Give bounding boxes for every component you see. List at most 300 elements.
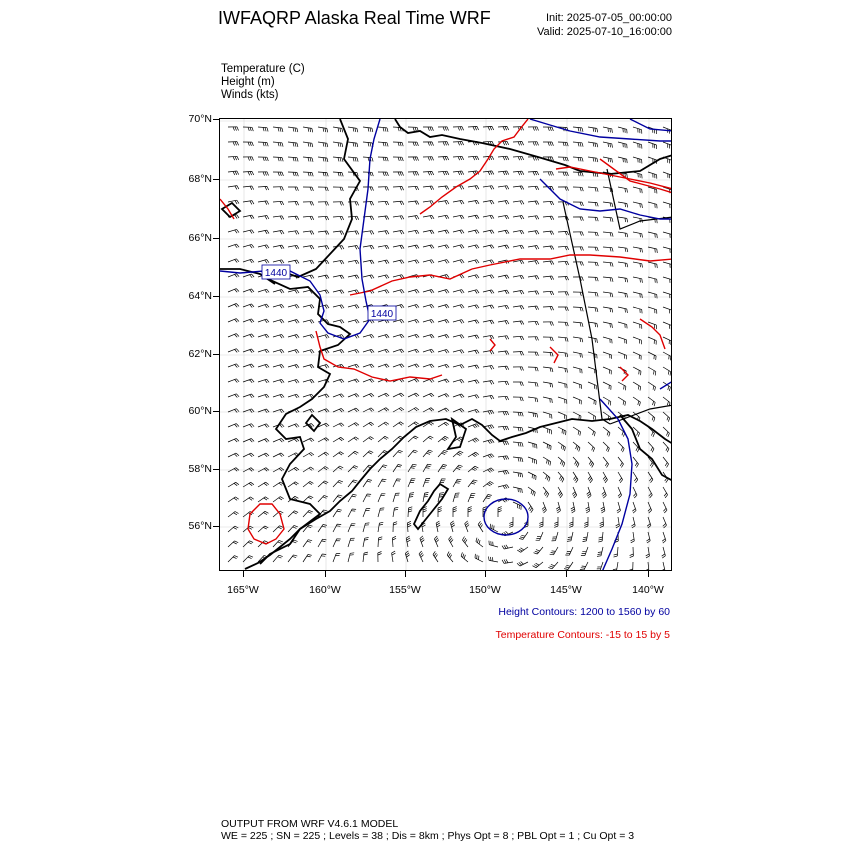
wind-barb (633, 487, 637, 498)
init-time: Init: 2025-07-05_00:00:00 (546, 12, 672, 24)
wind-barb (633, 232, 643, 238)
wind-barb (378, 334, 389, 338)
wind-barb (303, 142, 313, 147)
wind-barb (603, 367, 611, 374)
wind-barb (273, 334, 284, 338)
wind-barb (408, 408, 419, 413)
wind-barb (228, 186, 239, 190)
wind-barb (333, 554, 340, 562)
wind-barb (393, 422, 404, 427)
wind-barb (588, 307, 598, 312)
wind-barb (552, 532, 559, 541)
wind-barb (543, 172, 554, 176)
wind-barb (258, 260, 269, 264)
wind-barb (228, 156, 239, 160)
wind-barb (438, 436, 449, 442)
wind-barb (393, 450, 403, 457)
wind-barb (528, 472, 536, 480)
wind-barb (408, 450, 418, 457)
wind-barb (633, 157, 642, 164)
wind-barb (453, 230, 464, 234)
wind-barb (453, 200, 464, 204)
wind-barb (393, 364, 404, 368)
wind-barb (468, 290, 479, 294)
wind-barb (288, 157, 298, 162)
wind-barb (602, 487, 607, 498)
wind-barb (348, 246, 359, 250)
wind-barb (288, 127, 298, 132)
footer-model: OUTPUT FROM WRF V4.6.1 MODEL (221, 818, 399, 830)
wind-barb (453, 379, 464, 383)
wind-barb (408, 479, 415, 487)
wind-barb (423, 436, 433, 442)
wind-barb (273, 349, 284, 353)
wind-barb (273, 142, 283, 147)
wind-barb (633, 367, 641, 375)
wind-barb (618, 127, 627, 133)
wind-barb (303, 187, 313, 191)
wind-barb (318, 539, 326, 547)
wind-barb (447, 552, 453, 562)
wind-barb (393, 172, 404, 176)
footer-config: WE = 225 ; SN = 225 ; Levels = 38 ; Dis = 8km ; Phys Opt = 8 ; PBL Opt = 1 ; Cu Opt = 3 (221, 830, 635, 842)
wind-barb (303, 438, 314, 442)
wind-barb (539, 517, 543, 527)
wind-barb (348, 231, 359, 235)
wind-barb (258, 216, 269, 220)
wind-barb (273, 187, 284, 191)
wind-barb (393, 465, 402, 473)
wind-barb (333, 437, 344, 442)
wind-barb (483, 395, 494, 399)
wind-barb (513, 171, 524, 175)
wind-barb (468, 200, 479, 204)
wind-barb (573, 262, 584, 266)
wind-barb (378, 408, 389, 412)
wind-barb (468, 480, 477, 487)
wind-barb (498, 290, 509, 294)
wind-barb (583, 532, 589, 542)
wind-barb (419, 551, 424, 562)
wind-barb (228, 364, 239, 368)
wind-barb (333, 216, 344, 220)
wind-barb (573, 397, 581, 404)
wind-barb (550, 547, 558, 555)
wind-barb (273, 555, 283, 562)
wind-barb (363, 275, 374, 279)
wind-barb (617, 502, 621, 513)
wind-barb (378, 393, 389, 397)
wind-barb (646, 532, 650, 543)
wind-barb (629, 562, 633, 571)
wind-barb (363, 172, 373, 176)
wind-barb (333, 539, 341, 547)
wind-barb (468, 186, 479, 190)
lon-label-140: 140°W (632, 584, 664, 596)
wind-barb (513, 367, 524, 371)
wind-barb (483, 482, 494, 488)
wind-barb (534, 547, 544, 554)
wind-barb (588, 412, 596, 421)
wind-barb (633, 382, 641, 391)
wind-barb (633, 247, 643, 253)
wind-barb (438, 142, 449, 146)
wind-barb (633, 187, 642, 193)
wind-barb (333, 480, 343, 487)
wind-barb (502, 545, 513, 549)
wind-barb (528, 276, 539, 280)
wind-barb (273, 245, 284, 249)
wind-barb (618, 217, 628, 222)
wind-barb (513, 487, 522, 493)
wind-barb (543, 382, 553, 387)
wind-barb (573, 217, 583, 221)
wind-barb (543, 291, 554, 295)
wind-barb (273, 260, 284, 264)
wind-barb (348, 305, 359, 309)
wind-barb (273, 497, 284, 502)
wind-barb (393, 479, 401, 487)
wind-barb (498, 351, 509, 355)
wind-barb (465, 521, 469, 532)
wind-barb (528, 246, 539, 250)
wind-barb (243, 274, 254, 278)
wind-barb (633, 322, 642, 329)
height-contours (220, 119, 672, 571)
wind-barb (498, 470, 509, 474)
wind-barb (333, 305, 344, 309)
wind-barb (513, 397, 523, 401)
wind-barb (588, 217, 598, 221)
wind-barb (645, 562, 649, 571)
wind-barb (258, 230, 269, 234)
lon-label-165: 165°W (227, 584, 259, 596)
wind-barb (513, 142, 524, 146)
wind-barb (393, 245, 404, 249)
wind-barb (228, 334, 239, 338)
wind-barb (333, 452, 344, 457)
wind-barb (453, 507, 457, 517)
wind-barb (536, 532, 543, 540)
wind-barb (498, 156, 509, 160)
wind-barb (288, 305, 299, 309)
wind-barb (528, 201, 539, 205)
wind-barb (303, 540, 312, 547)
wind-barb (378, 494, 385, 502)
wind-barb (303, 510, 313, 517)
wind-barb (483, 230, 494, 234)
wind-barb (558, 457, 565, 467)
wind-barb (543, 216, 554, 220)
wind-barb (603, 202, 613, 207)
wind-barb (573, 457, 579, 467)
wind-barb (363, 552, 368, 562)
wind-barb (303, 496, 313, 502)
wind-barb (348, 524, 355, 532)
wind-barb (273, 319, 284, 323)
wind-barb (438, 290, 449, 294)
wind-barb (318, 452, 329, 457)
wind-barb (453, 127, 464, 131)
wind-barb (603, 142, 613, 148)
wind-barb (478, 521, 483, 532)
wind-barb (513, 382, 523, 386)
wind-barb (663, 352, 671, 360)
wind-barb (423, 319, 434, 323)
wind-barb (483, 350, 494, 354)
wind-barb (588, 232, 598, 236)
wind-barb (408, 379, 419, 383)
wind-barb (588, 472, 593, 483)
wind-barb (423, 215, 434, 219)
wind-barb (468, 452, 479, 457)
wind-barb (618, 202, 628, 207)
wind-barb (565, 547, 573, 555)
wind-barb (564, 562, 573, 570)
wind-barb (468, 320, 479, 324)
wind-barb (433, 551, 438, 562)
wind-barb (333, 394, 344, 398)
wind-barb (423, 127, 433, 131)
wind-barb (633, 127, 642, 134)
wind-barb (502, 559, 513, 563)
wind-barb (573, 157, 583, 162)
wind-barb (468, 380, 479, 384)
wind-barb (483, 366, 494, 370)
wind-barb (558, 367, 568, 373)
wind-barb (333, 350, 344, 354)
wind-barb (528, 142, 539, 146)
wind-barb (258, 334, 269, 338)
wind-barb (228, 244, 239, 248)
wind-barb (378, 465, 387, 472)
wind-barb (468, 156, 479, 160)
wind-barb (453, 320, 464, 324)
wind-barb (243, 289, 254, 293)
wind-barb (543, 127, 553, 131)
wind-barb (303, 260, 314, 264)
wind-barb (228, 171, 239, 175)
wind-barb (663, 292, 672, 299)
wind-barb (569, 517, 573, 527)
wind-barb (378, 157, 388, 161)
wind-barb (258, 379, 269, 383)
wind-barb (318, 275, 329, 279)
wind-barb (498, 171, 509, 175)
wind-barb (348, 437, 359, 442)
wind-barb (228, 127, 239, 131)
wind-barb (600, 517, 604, 528)
wind-barb (513, 412, 523, 416)
wind-barb (393, 493, 400, 502)
wind-barb (288, 290, 299, 294)
wind-barb (423, 507, 427, 517)
wind-barb (378, 201, 389, 205)
wind-barb (378, 364, 389, 368)
wind-barb (363, 422, 374, 427)
wind-barb (618, 337, 627, 344)
wind-barb (633, 307, 642, 313)
lat-label-66: 66°N (188, 232, 212, 244)
wind-barb (632, 502, 636, 513)
wind-barb (228, 556, 238, 562)
wind-barb (438, 230, 449, 234)
wind-barb (288, 260, 299, 264)
field-height: Height (m) (221, 76, 275, 88)
wind-barb (468, 126, 479, 130)
wind-barb (438, 245, 449, 249)
wind-barb (393, 187, 404, 191)
wind-barb (449, 536, 454, 547)
wind-barb (348, 408, 359, 412)
wind-barb (498, 201, 509, 205)
wind-barb (423, 393, 434, 397)
wind-barb (228, 482, 239, 487)
wind-barb (243, 304, 254, 308)
wind-barb (273, 157, 283, 161)
lat-label-56: 56°N (188, 520, 212, 532)
wind-barb (438, 507, 442, 517)
wind-barb (228, 453, 239, 457)
wind-barb (586, 502, 590, 513)
wind-barb (438, 408, 449, 412)
wind-barb (633, 142, 642, 149)
wind-barb (438, 320, 449, 324)
wind-barb (408, 201, 419, 205)
wind-barb (423, 260, 434, 264)
wind-barb (513, 306, 524, 310)
wind-barb (498, 336, 509, 340)
wind-barb (468, 395, 479, 399)
wind-barb (258, 186, 269, 190)
wind-barb (573, 427, 581, 436)
wind-barb (333, 172, 343, 176)
wind-barb (498, 321, 509, 325)
wind-barb (363, 334, 374, 338)
wind-barb (288, 394, 299, 398)
wind-barb (288, 335, 299, 339)
height-contour-label-2: 1440 (370, 309, 394, 320)
wind-barb (648, 502, 652, 513)
wind-barb (633, 172, 642, 178)
wind-barb (243, 453, 254, 457)
wind-barb (288, 142, 298, 147)
wind-barb (333, 290, 344, 294)
wind-barb (618, 352, 626, 359)
wind-barb (468, 409, 479, 413)
wind-barb (588, 427, 595, 436)
wind-barb (468, 466, 478, 472)
wind-barb (333, 509, 342, 517)
wind-barb (318, 202, 329, 206)
wind-barb (333, 142, 343, 147)
wind-barb (483, 335, 494, 339)
wind-barb (648, 247, 657, 253)
wind-barb (648, 262, 657, 268)
wind-barb (408, 172, 419, 176)
height-contour-label-1: 1440 (264, 268, 288, 279)
wind-barb (633, 472, 638, 483)
wind-barb (228, 379, 239, 383)
wind-barb (348, 157, 358, 162)
wind-barb (423, 245, 434, 249)
wind-barb (333, 260, 344, 264)
wind-barb (468, 245, 479, 249)
wind-barb (423, 157, 434, 161)
wind-barb (303, 394, 314, 398)
wind-barb (488, 557, 498, 563)
wind-barb (243, 424, 254, 428)
wind-barb (348, 553, 354, 562)
wind-barb (273, 394, 284, 398)
lon-label-155: 155°W (389, 584, 421, 596)
wind-barb (438, 364, 449, 368)
wind-barb (543, 427, 551, 434)
wind-barb (423, 186, 434, 190)
field-winds: Winds (kts) (221, 89, 279, 101)
wind-barb (363, 494, 371, 502)
wind-barb (273, 453, 284, 457)
wind-barb (363, 379, 374, 383)
wind-barb (573, 232, 584, 236)
wind-barb (303, 157, 313, 162)
wind-barb (438, 215, 449, 219)
wind-barb (588, 382, 596, 389)
wind-barb (648, 277, 657, 283)
wind-barb (588, 202, 598, 206)
wind-barb (498, 366, 509, 370)
wind-barb (453, 493, 460, 502)
wind-barb (318, 157, 328, 162)
wind-barb (288, 245, 299, 249)
wind-barb (393, 260, 404, 264)
wind-barb (408, 304, 419, 308)
wind-barb (392, 551, 396, 562)
wind-barb (378, 216, 389, 220)
wind-barb (423, 334, 434, 338)
wind-barb (408, 507, 412, 517)
wind-barb (378, 172, 388, 176)
wind-barb (303, 231, 314, 235)
wind-barb (453, 305, 464, 309)
wind-barb (648, 307, 657, 314)
wind-barb (618, 442, 624, 452)
valid-time: Valid: 2025-07-10_16:00:00 (537, 26, 672, 38)
wind-barb (631, 517, 635, 528)
wind-barb (258, 304, 269, 308)
wind-barb (423, 364, 434, 368)
wind-barb (513, 201, 524, 205)
wind-barb (258, 482, 269, 487)
wind-barb (288, 424, 299, 428)
wind-barb (543, 261, 554, 265)
wind-barb (573, 382, 582, 389)
wind-barb (528, 291, 539, 295)
wind-barb (498, 186, 509, 190)
wind-barb (243, 244, 254, 248)
wind-barb (588, 142, 598, 147)
wind-barb (633, 397, 640, 406)
wind-barb (243, 497, 254, 502)
wind-barb (228, 394, 239, 398)
wind-barb (378, 552, 382, 563)
wind-barb (408, 334, 419, 338)
wind-barb (318, 438, 329, 442)
wind-barb (663, 142, 671, 149)
wind-barb (363, 260, 374, 264)
wind-barb (663, 457, 669, 468)
wind-barb (348, 509, 356, 517)
